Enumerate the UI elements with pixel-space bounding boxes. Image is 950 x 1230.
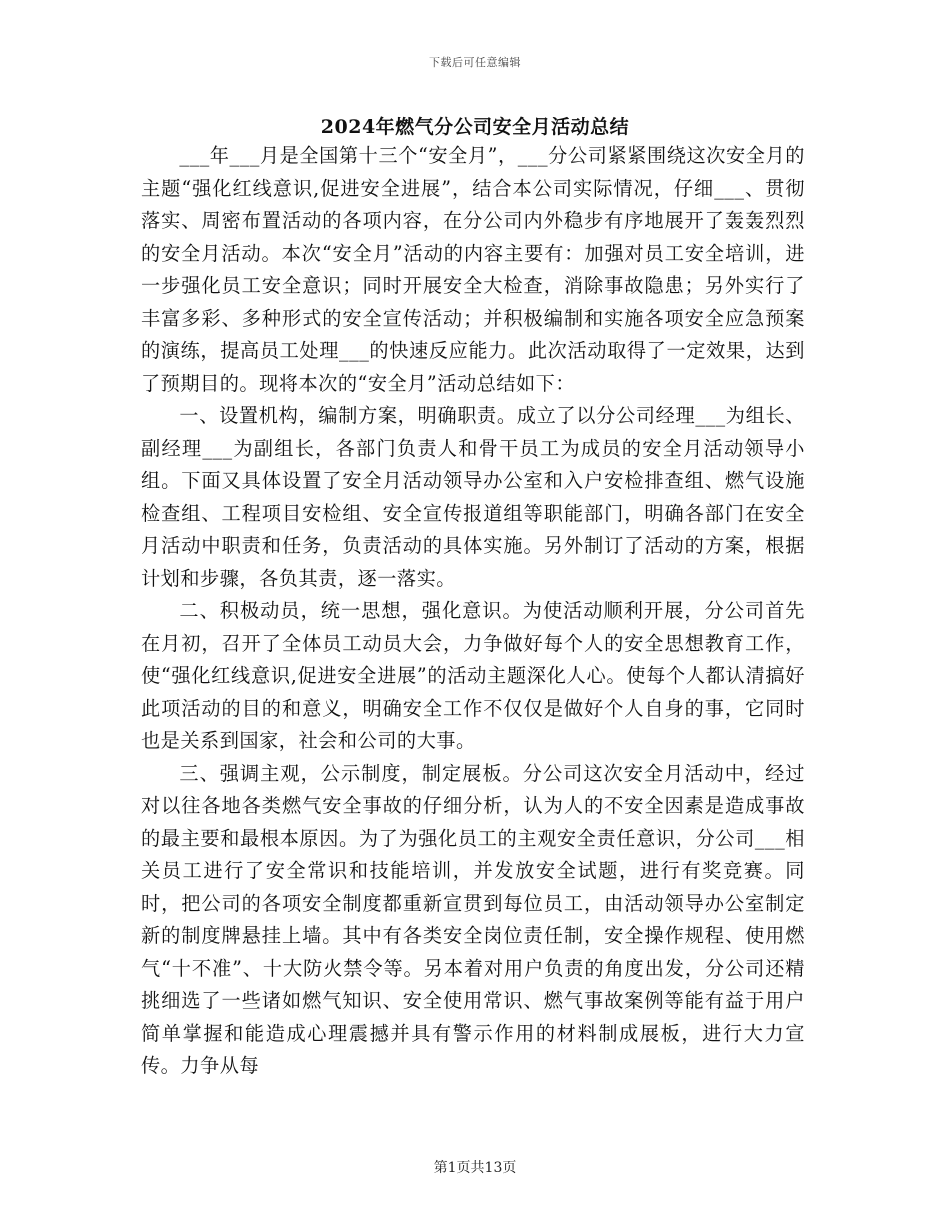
body-paragraph: ___年___月是全国第十三个“安全月”，___分公司紧紧围绕这次安全月的主题“强化红线意识,促进安全进展”，结合本公司实际情况，仔细___、贯彻落实、周密布置活动的各项内容，在分公司内外稳步有序地展开了轰轰烈烈的安全月活动。本次“安全月”活动的内容主要有：加强对员工安全培训，进一步强化员工安全意识；同时开展安全大检查，消除事故隐患；另外实行了丰富多彩、多种形式的安全宣传活动；并积极编制和实施各项安全应急预案的演练，提高员工处理___的快速反应能力。此次活动取得了一定效果，达到了预期目的。现将本次的“安全月”活动总结如下： [141, 144, 805, 395]
document-body [141, 140, 805, 1083]
body-paragraph: 三、强调主观，公示制度，制定展板。分公司这次安全月活动中，经过对以往各地各类燃气安全事故的仔细分析，认为人的不安全因素是造成事故的最主要和最根本原因。为了为强化员工的主观安全责任意识，分公司___相关员工进行了安全常识和技能培训，并发放安全试题，进行有奖竞赛。同时，把公司的各项安全制度都重新宣贯到每位员工，由活动领导办公室制定新的制度牌悬挂上墙。其中有各类安全岗位责任制，安全操作规程、使用燃气“十不准”、十大防火禁令等。另本着对用户负责的角度出发，分公司还精挑细选了一些诸如燃气知识、安全使用常识、燃气事故案例等能有益于用户简单掌握和能造成心理震撼并具有警示作用的材料制成展板，进行大力宣传。力争从每 [141, 761, 805, 1077]
page-number: 第1页共13页 [433, 1160, 517, 1176]
header-note: 下载后可任意编辑 [429, 56, 521, 69]
body-paragraph: 一、设置机构，编制方案，明确职责。成立了以分公司经理___为组长、副经理___为副组长，各部门负责人和骨干员工为成员的安全月活动领导小组。下面又具体设置了安全月活动领导办公室和入户安检排查组、燃气设施检查组、工程项目安检组、安全宣传报道组等职能部门，明确各部门在安全月活动中职责和任务，负责活动的具体实施。另外制订了活动的方案，根据计划和步骤，各负其责，逐一落实。 [141, 404, 805, 590]
body-paragraph: 二、积极动员，统一思想，强化意识。为使活动顺利开展，分公司首先在月初，召开了全体员工动员大会，力争做好每个人的安全思想教育工作，使“强化红线意识,促进安全进展”的活动主题深化人心。使每个人都认清搞好此项活动的目的和意义，明确安全工作不仅仅是做好个人自身的事，它同时也是关系到国家，社会和公司的大事。 [141, 599, 805, 752]
document-title: 2024年燃气分公司安全月活动总结 [320, 116, 630, 138]
